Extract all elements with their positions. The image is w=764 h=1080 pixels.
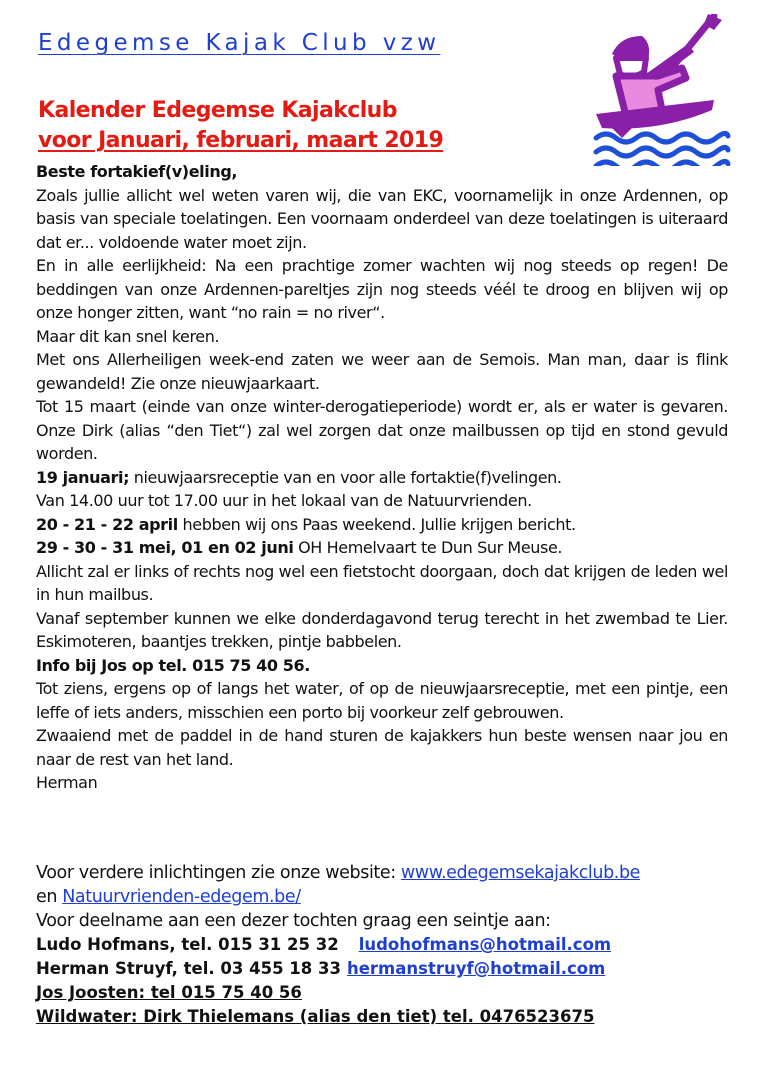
contact-wildwater: Wildwater: Dirk Thielemans (alias den tiet) tel. 0476523675	[36, 1007, 595, 1026]
calendar-title	[38, 96, 443, 156]
event-3-text: OH Hemelvaart te Dun Sur Meuse.	[293, 538, 563, 557]
paragraph-9: Zwaaiend met de paddel in de hand sturen de kajakkers hun beste wensen naar jou en naar de rest van het land.	[36, 726, 728, 769]
paragraph-6: Allicht zal er links of rechts nog wel een fietstocht doorgaan, doch dat krijgen de leden wel in hun mailbus.	[36, 561, 728, 604]
paragraph-4: Met ons Allerheiligen week-end zaten we weer aan de Semois. Man man, daar is flink gewandeld! Zie onze nieuwjaarkaart.	[36, 350, 728, 393]
event-1-time: Van 14.00 uur tot 17.00 uur in het lokaal van de Natuurvrienden.	[36, 491, 532, 510]
website-text: Voor verdere inlichtingen zie onze website:	[36, 863, 401, 883]
nv-line	[36, 885, 736, 909]
en-text: en	[36, 887, 63, 907]
title-line-1: Kalender Edegemse Kajakclub	[38, 98, 397, 123]
contact-ludo	[36, 933, 736, 957]
contacts	[36, 933, 736, 1029]
contact-name: Herman Struyf, tel. 03 455 18 33	[36, 959, 341, 978]
footer	[36, 861, 736, 1029]
contact-email-link[interactable]: hermanstruyf@hotmail.com	[346, 959, 606, 978]
event-1	[36, 466, 728, 490]
event-2-text: hebben wij ons Paas weekend. Jullie krijgen bericht.	[177, 514, 576, 534]
kayaker-logo	[586, 14, 736, 166]
event-2-date: 20 - 21 - 22 april	[36, 514, 178, 534]
paragraph-7: Vanaf september kunnen we elke donderdagavond terug terecht in het zwembad te Lier. Eskimoteren, baantjes trekken, pintje babbelen.	[36, 608, 728, 651]
paragraph-1: Zoals jullie allicht wel weten varen wij, die van EKC, voornamelijk in onze Ardennen, op basis van speciale toelatingen. Een voornaam onderdeel van deze toelatingen is uiteraard dat er... voldoende water moet zijn.	[36, 185, 728, 252]
paragraph-3: Maar dit kan snel keren.	[36, 326, 220, 346]
event-2	[36, 513, 728, 537]
signup-text: Voor deelname aan een dezer tochten graag een seintje aan:	[36, 911, 551, 931]
event-1-date: 19 januari;	[36, 467, 130, 487]
title-line-2: voor Januari, februari, maart 2019	[38, 128, 444, 153]
club-name: Edegemse Kajak Club vzw	[38, 30, 441, 56]
contact-name: Ludo Hofmans, tel. 015 31 25 32	[36, 935, 339, 954]
letter-body	[36, 160, 728, 795]
event-3-date: 29 - 30 - 31 mei, 01 en 02 juni	[36, 538, 294, 557]
contact-herman	[36, 957, 736, 981]
paddler-icon	[596, 36, 714, 129]
greeting: Beste fortakief(v)eling,	[36, 162, 238, 181]
contact-email-link[interactable]: ludohofmans@hotmail.com	[358, 935, 612, 954]
website-line	[36, 861, 736, 885]
info-line: Info bij Jos op tel. 015 75 40 56.	[36, 655, 310, 675]
event-3	[36, 536, 728, 560]
paragraph-8: Tot ziens, ergens op of langs het water, of op de nieuwjaarsreceptie, met een pintje, een leffe of iets anders, misschien een porto bij voorkeur zelf gebrouwen.	[36, 679, 728, 722]
paragraph-5: Tot 15 maart (einde van onze winter-derogatieperiode) wordt er, als er water is gevaren. Onze Dirk (alias “den Tiet“) zal wel zorgen dat onze mailbussen op tijd en stond gevuld worden.	[36, 397, 728, 463]
website-link[interactable]: www.edegemsekajakclub.be	[400, 863, 641, 883]
natuurvrienden-link[interactable]: Natuurvrienden-edegem.be/	[62, 887, 301, 907]
event-1-text: nieuwjaarsreceptie van en voor alle fortaktie(f)velingen.	[129, 467, 562, 487]
paragraph-2: En in alle eerlijkheid: Na een prachtige zomer wachten wij nog steeds op regen! De beddingen van onze Ardennen-pareltjes zijn nog steeds véél te droog en blijven wij op onze honger zitten, want “no rain = no river“.	[36, 256, 728, 322]
contact-jos: Jos Joosten: tel 015 75 40 56	[36, 983, 302, 1002]
signature: Herman	[36, 773, 98, 792]
